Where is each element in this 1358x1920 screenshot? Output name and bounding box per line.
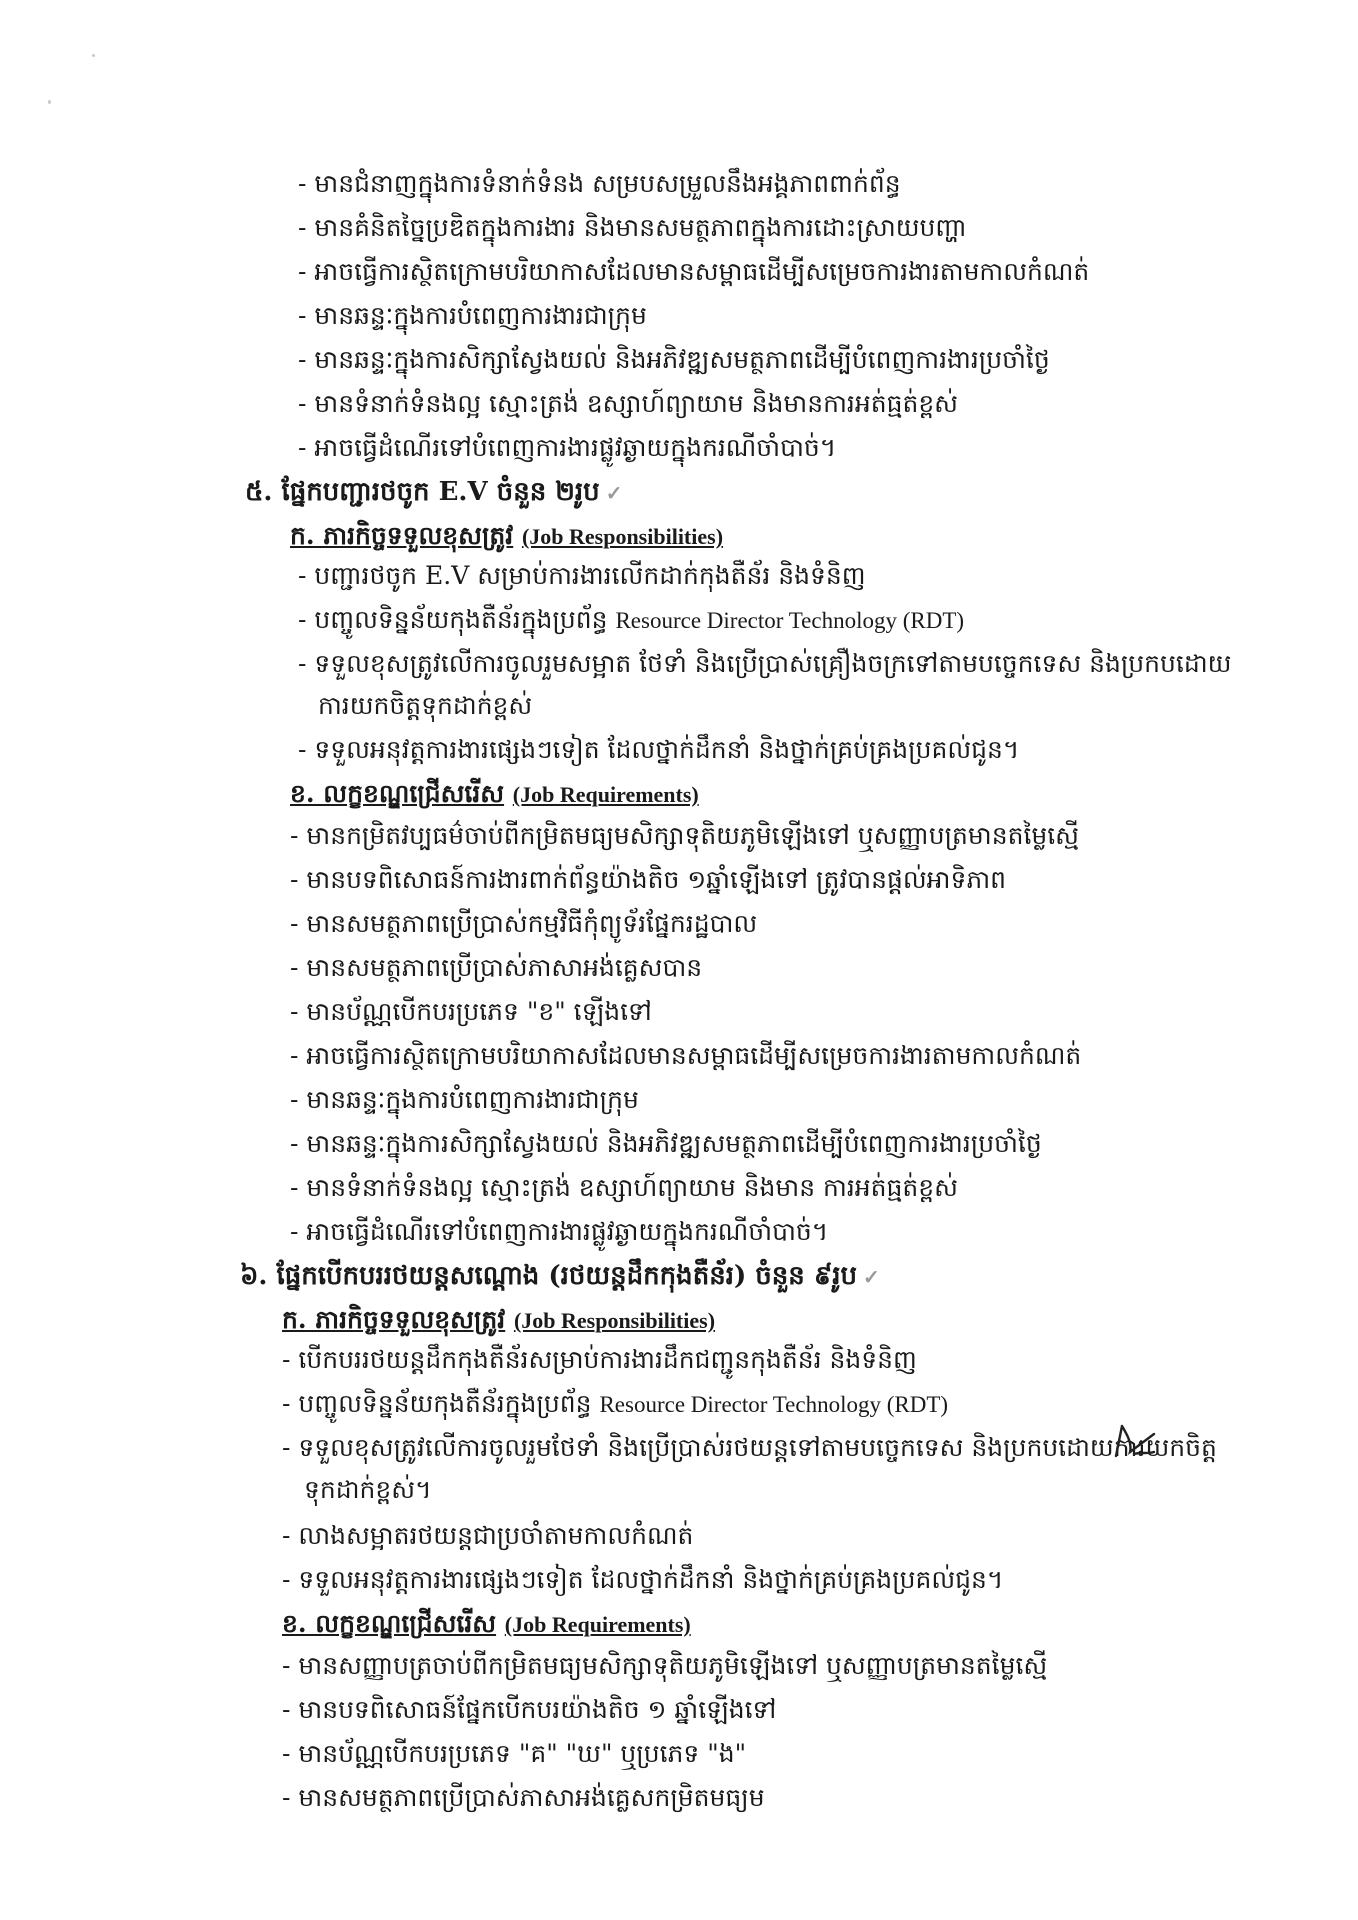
list-item: - មានទំនាក់ទំនងល្អ ស្មោះត្រង់ ឧស្សាហ៍ព្យាយាម និងមាន ការអត់ធ្មត់ខ្ពស់ [290, 1173, 958, 1202]
subsection-label-en: (Job Responsibilities) [521, 524, 724, 549]
list-item: - មានបទពិសោធន៍ផ្នែកបើកបរយ៉ាងតិច ១ ឆ្នាំឡើងទៅ [282, 1695, 777, 1724]
list-item-text: - បញ្ចូលទិន្នន័យកុងតឺន័រក្នុងប្រព័ន្ធ [298, 605, 608, 634]
list-item: - ទទួលអនុវត្តការងារផ្សេងៗទៀត ដែលថ្នាក់ដឹកនាំ និងថ្នាក់គ្រប់គ្រងប្រគល់ជូន។ [282, 1565, 1004, 1594]
list-item: - មានគំនិតច្នៃប្រឌិតក្នុងការងារ និងមានសមត្ថភាពក្នុងការដោះស្រាយបញ្ហា [298, 213, 967, 242]
list-item: - លាងសម្អាតរថយន្តជាប្រចាំតាមកាលកំណត់ [282, 1521, 694, 1550]
list-item: - បញ្ជារថចូក E.V សម្រាប់ការងារលើកដាក់កុងតឺន័រ និងទំនិញ [298, 561, 866, 590]
list-item: - មានសមត្ថភាពប្រើប្រាស់កម្មវិធីកុំព្យូទ័រផ្នែករដ្ឋបាល [290, 909, 758, 938]
section-6-title: ៦. ផ្នែកបើកបររថយន្តសណ្តោង (រថយន្តដឹកកុងតឺន័រ) ចំនួន ៩រូប [240, 1261, 858, 1291]
checkmark-icon: ✓ [605, 481, 623, 505]
subsection-label-en: (Job Requirements) [512, 782, 699, 807]
list-item: - អាចធ្វើការស្ថិតក្រោមបរិយាកាសដែលមានសម្ពាធដើម្បីសម្រេចការងារតាមកាលកំណត់ [298, 257, 1090, 286]
list-item: - មានប័ណ្ណបើកបរប្រភេទ "គ" "ឃ" ឬប្រភេទ "ង" [282, 1739, 747, 1768]
handwritten-initials [1108, 1418, 1160, 1471]
checkmark-icon: ✓ [863, 1265, 880, 1289]
list-item: - ទទួលអនុវត្តការងារផ្សេងៗទៀត ដែលថ្នាក់ដឹកនាំ និងថ្នាក់គ្រប់គ្រងប្រគល់ជូន។ [298, 735, 1020, 764]
list-item-continuation: ទុកដាក់ខ្ពស់។ [304, 1475, 432, 1504]
list-item-text-en: Resource Director Technology (RDT) [599, 1392, 949, 1417]
subsection-label: ខ. លក្ខខណ្ឌជ្រើសរើស [282, 1609, 497, 1638]
subsection-label: ក. ភារកិច្ចទទួលខុសត្រូវ [290, 521, 514, 550]
list-item: - មានទំនាក់ទំនងល្អ ស្មោះត្រង់ ឧស្សាហ៍ព្យាយាម និងមានការអត់ធ្មត់ខ្ពស់ [298, 389, 958, 418]
subsection-heading [290, 516, 723, 556]
list-item-text-en: Resource Director Technology (RDT) [615, 608, 965, 633]
subsection-label-en: (Job Responsibilities) [513, 1308, 716, 1333]
list-item: - មានបទពិសោធន៍ការងារពាក់ព័ន្ធយ៉ាងតិច ១ឆ្នាំឡើងទៅ ត្រូវបានផ្តល់អាទិភាព [290, 865, 1007, 894]
list-item: - ទទួលខុសត្រូវលើការចូលរួមថែទាំ និងប្រើប្រាស់រថយន្តទៅតាមបច្ចេកទេស និងប្រកបដោយការយកចិត្ត [282, 1433, 1217, 1462]
scan-mark [48, 100, 51, 104]
list-item [282, 1384, 948, 1424]
list-item: - មានសមត្ថភាពប្រើប្រាស់ភាសាអង់គ្លេសកម្រិតមធ្យម [282, 1783, 765, 1812]
list-item: - មានសមត្ថភាពប្រើប្រាស់ភាសាអង់គ្លេសបាន [290, 953, 703, 982]
subsection-label: ខ. លក្ខខណ្ឌជ្រើសរើស [290, 779, 505, 808]
list-item: - អាចធ្វើដំណើរទៅបំពេញការងារផ្លូវឆ្ងាយក្នុងករណីចាំបាច់។ [298, 433, 837, 462]
subsection-heading [290, 774, 699, 814]
list-item: - មានកម្រិតវប្បធម៌ចាប់ពីកម្រិតមធ្យមសិក្សាទុតិយភូមិឡើងទៅ ឬសញ្ញាបត្រមានតម្លៃស្មើ [290, 821, 1079, 850]
list-item: - បើកបររថយន្តដឹកកុងតឺន័រសម្រាប់ការងារដឹកជញ្ជូនកុងតឺន័រ និងទំនិញ [282, 1345, 917, 1374]
list-item: - មានសញ្ញាបត្រចាប់ពីកម្រិតមធ្យមសិក្សាទុតិយភូមិឡើងទៅ ឬសញ្ញាបត្រមានតម្លៃស្មើ [282, 1651, 1048, 1680]
section-heading [245, 472, 622, 512]
list-item: - មានឆន្ទៈក្នុងការបំពេញការងារជាក្រុម [298, 301, 647, 330]
section-heading [240, 1256, 880, 1296]
scan-mark [92, 54, 95, 57]
list-item: - អាចធ្វើការស្ថិតក្រោមបរិយាកាសដែលមានសម្ពាធដើម្បីសម្រេចការងារតាមកាលកំណត់ [290, 1041, 1082, 1070]
list-item: - មានប័ណ្ណបើកបរប្រភេទ "ខ" ឡើងទៅ [290, 997, 652, 1026]
subsection-label: ក. ភារកិច្ចទទួលខុសត្រូវ [282, 1305, 506, 1334]
list-item: - ទទួលខុសត្រូវលើការចូលរួមសម្អាត ថែទាំ និងប្រើប្រាស់គ្រឿងចក្រទៅតាមបច្ចេកទេស និងប្រកបដោយ [298, 649, 1232, 678]
list-item [298, 600, 964, 640]
list-item: - មានជំនាញក្នុងការទំនាក់ទំនង សម្របសម្រួលនឹងអង្គភាពពាក់ព័ន្ធ [298, 169, 901, 198]
list-item-text: - បញ្ចូលទិន្នន័យកុងតឺន័រក្នុងប្រព័ន្ធ [282, 1389, 592, 1418]
list-item-continuation: ការយកចិត្តទុកដាក់ខ្ពស់ [318, 691, 533, 720]
subsection-heading [282, 1604, 691, 1644]
subsection-label-en: (Job Requirements) [504, 1612, 691, 1637]
subsection-heading [282, 1300, 715, 1340]
list-item: - អាចធ្វើដំណើរទៅបំពេញការងារផ្លូវឆ្ងាយក្នុងករណីចាំបាច់។ [290, 1217, 829, 1246]
list-item: - មានឆន្ទៈក្នុងការសិក្សាស្វែងយល់ និងអភិវឌ្ឍសមត្ថភាពដើម្បីបំពេញការងារប្រចាំថ្ងៃ [290, 1129, 1042, 1158]
section-5-title: ៥. ផ្នែកបញ្ជារថចូក E.V ចំនួន ២រូប [245, 477, 600, 507]
list-item: - មានឆន្ទៈក្នុងការសិក្សាស្វែងយល់ និងអភិវឌ្ឍសមត្ថភាពដើម្បីបំពេញការងារប្រចាំថ្ងៃ [298, 345, 1050, 374]
list-item: - មានឆន្ទៈក្នុងការបំពេញការងារជាក្រុម [290, 1085, 639, 1114]
